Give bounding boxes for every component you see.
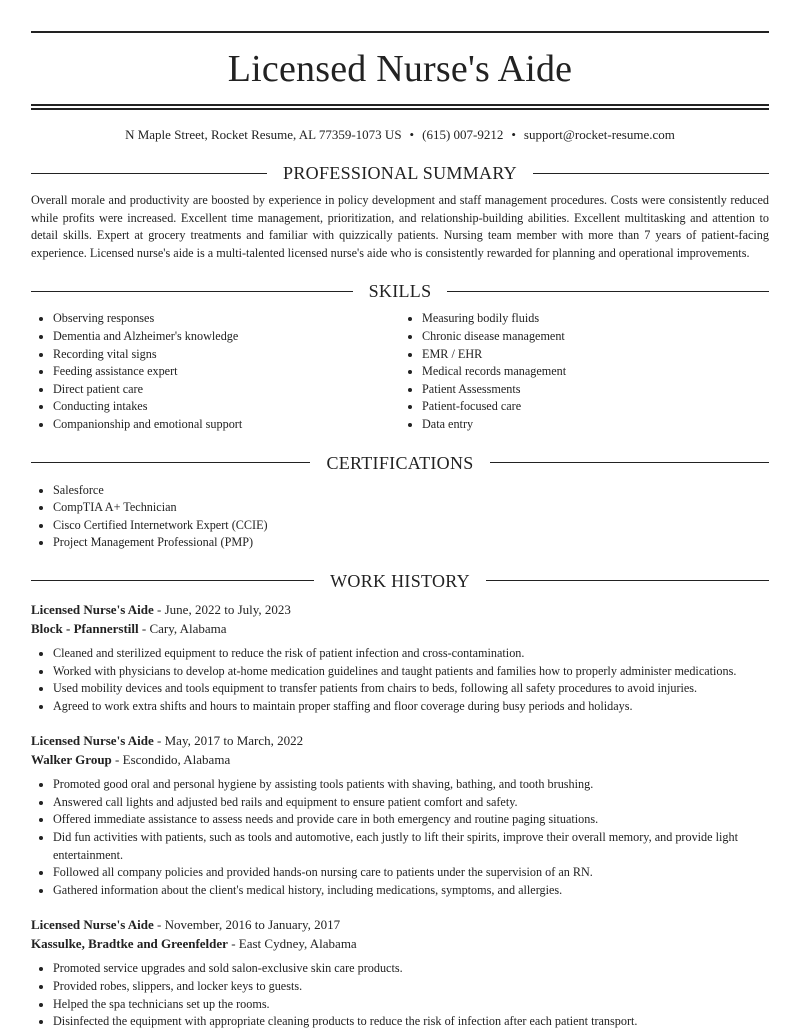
job-location: - Cary, Alabama (138, 620, 227, 636)
skills-section-title: SKILLS (368, 281, 432, 302)
certifications-section-title: CERTIFICATIONS (326, 452, 474, 473)
job-dates: - November, 2016 to January, 2017 (153, 917, 341, 933)
summary-section-title: PROFESSIONAL SUMMARY (283, 163, 517, 183)
contact-address: N Maple Street, Rocket Resume, AL 77359-1073 US (125, 127, 402, 142)
certifications-list (31, 482, 769, 552)
job-bullet: • Offered immediate assistance to assess needs and provide care in both emergency and routine paging situations. (53, 811, 769, 829)
job-bullet: • Helped the spa technicians set up the rooms. (53, 996, 769, 1014)
section-rule (31, 462, 310, 463)
skill-item: • Recording vital signs (53, 346, 400, 364)
skill-item: • Data entry (422, 416, 769, 434)
job-bullet: • Provided robes, slippers, and locker keys to guests. (53, 978, 769, 996)
job-location: - East Cydney, Alabama (227, 936, 357, 952)
summary-section-header (31, 162, 769, 184)
skill-item: • Companionship and emotional support (53, 416, 400, 434)
skill-item: • Observing responses (53, 310, 400, 328)
skill-item: • Chronic disease management (422, 328, 769, 346)
work-section-header (31, 570, 769, 592)
resume-page (31, 0, 769, 1031)
job-bullet: • Used mobility devices and tools equipment to transfer patients from chairs to beds, following all safety procedures to avoid injuries. (53, 680, 769, 698)
job-bullets (31, 776, 769, 899)
skill-item: • Patient-focused care (422, 398, 769, 416)
job-company: Block - Pfannerstill (31, 620, 139, 636)
job-bullet: • Agreed to work extra shifts and hours to maintain proper staffing and floor coverage during busy periods and holidays. (53, 698, 769, 716)
skills-columns (31, 310, 769, 433)
section-rule (31, 173, 267, 174)
job-entry (31, 600, 769, 715)
job-bullets (31, 645, 769, 715)
job-company: Kassulke, Bradtke and Greenfelder (31, 936, 228, 952)
job-title-line (31, 600, 769, 619)
job-bullet: • Promoted good oral and personal hygiene by assisting tools patients with shaving, bathing, and tooth brushing. (53, 776, 769, 794)
job-bullets (31, 960, 769, 1030)
summary-text: Overall morale and productivity are boosted by experience in policy development and staff management procedures. Costs were consistently reduced while profits were increased. Excellent time management, prioritization, and relationship-building abilities. Excellent multitasking and attention to detail skills. Expert at grocery treatments and familiar with quizzically patients. Nursing team member with more than 7 years of patient-facing experience. Licensed nurse's aide is a multi-talented licensed nurse's aide who is consistently rewarded for planning and operational improvements. (31, 193, 769, 260)
work-section-title: WORK HISTORY (330, 570, 470, 591)
job-company-line (31, 934, 769, 953)
skill-item: • Patient Assessments (422, 381, 769, 399)
job-dates: - June, 2022 to July, 2023 (153, 601, 291, 617)
certification-item: • Cisco Certified Internetwork Expert (CCIE) (53, 517, 769, 535)
job-bullet: • Worked with physicians to develop at-home medication guidelines and taught patients and families how to properly administer medications. (53, 663, 769, 681)
contact-email[interactable]: support@rocket-resume.com (523, 127, 675, 142)
certifications-section-header (31, 452, 769, 474)
skill-item: • EMR / EHR (422, 346, 769, 364)
skills-section-header (31, 280, 769, 302)
skill-item: • Measuring bodily fluids (422, 310, 769, 328)
job-bullet: • Gathered information about the client's medical history, including medications, symptoms, and allergies. (53, 882, 769, 900)
job-bullet: • Answered call lights and adjusted bed rails and equipment to ensure patient comfort and safety. (53, 794, 769, 812)
job-dates: - May, 2017 to March, 2022 (153, 733, 304, 749)
job-title: Licensed Nurse's Aide (31, 917, 154, 933)
section-rule (533, 173, 769, 174)
job-bullet: • Did fun activities with patients, such as tools and automotive, each justly to lift their spirits, improve their overall memory, and provide light entertainment. (53, 829, 769, 864)
certification-item: • CompTIA A+ Technician (53, 499, 769, 517)
job-entry (31, 915, 769, 1030)
job-bullet: • Disinfected the equipment with appropriate cleaning products to reduce the risk of infection after each patient transport. (53, 1013, 769, 1031)
job-bullet: • Followed all company policies and provided hands-on nursing care to patients under the supervision of an RN. (53, 864, 769, 882)
section-rule (31, 291, 353, 292)
skill-item: • Conducting intakes (53, 398, 400, 416)
job-title-line (31, 915, 769, 934)
contact-phone: (615) 007-9212 (422, 127, 504, 142)
skill-item: • Direct patient care (53, 381, 400, 399)
job-title-line (31, 731, 769, 750)
skill-item: • Feeding assistance expert (53, 363, 400, 381)
job-company: Walker Group (31, 752, 112, 768)
job-bullet: • Cleaned and sterilized equipment to reduce the risk of patient infection and cross-contamination. (53, 645, 769, 663)
skill-item: • Medical records management (422, 363, 769, 381)
contact-separator: • (409, 127, 415, 142)
contact-line (31, 126, 769, 144)
skill-item: • Dementia and Alzheimer's knowledge (53, 328, 400, 346)
job-entry (31, 731, 769, 899)
section-rule (31, 580, 314, 581)
job-title: Licensed Nurse's Aide (31, 733, 154, 749)
job-bullet: • Promoted service upgrades and sold salon-exclusive skin care products. (53, 960, 769, 978)
name-double-rule (31, 104, 769, 110)
job-location: - Escondido, Alabama (111, 752, 231, 768)
job-title: Licensed Nurse's Aide (31, 601, 154, 617)
top-rule (31, 31, 769, 33)
resume-name: Licensed Nurse's Aide (227, 48, 573, 90)
job-company-line (31, 750, 769, 769)
section-rule (486, 580, 769, 581)
certification-item: • Salesforce (53, 482, 769, 500)
contact-separator: • (511, 127, 516, 142)
job-company-line (31, 619, 769, 638)
skills-list-right (400, 310, 769, 433)
section-rule (447, 291, 769, 292)
section-rule (490, 462, 769, 463)
skills-list-left (31, 310, 400, 433)
certification-item: • Project Management Professional (PMP) (53, 534, 769, 552)
